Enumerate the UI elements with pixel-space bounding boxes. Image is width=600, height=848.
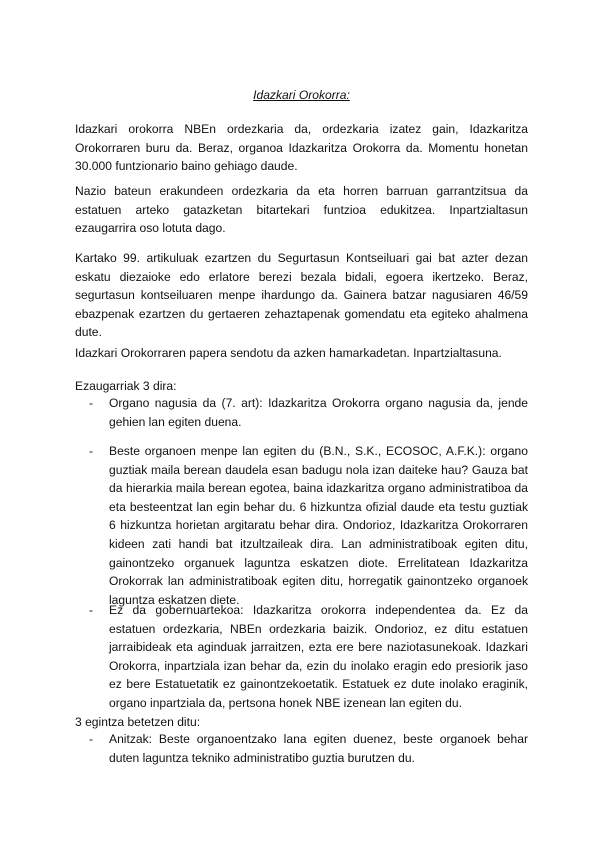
paragraph-kartako: Kartako 99. artikuluak ezartzen du Segurtasun Kontseiluari gai bat azter dezan eskatu diezaioke edo erlatore berezi bezala bidali, egoera ikertzeko. Beraz, segurtasun kontseiluaren menpe ihardungo da. Gainera batzar nagusiaren 46/59 ebazpenak ezartzen du gertaeren zehaztapenak gomendatu eta egiteko ahalmena dute. [75,251,528,340]
list-bullet: - [89,732,94,746]
list-bullet: - [89,444,94,458]
list-bullet: - [89,603,94,617]
list-item-text: Beste organoen menpe lan egiten du (B.N., S.K., ECOSOC, A.F.K.): organo guztiak maila berean daudela esan badugu nola izan daiteke hau? Gauza bat da hierarkia maila berean egotea, baina idazkaritza organo administratiboa da eta besteentzat lan egin behar du. 6 hizkuntza ofizial daude eta testu guztiak 6 hizkuntza horietan argitaratu behar dira. Ondorioz, Idazkaritza Orokorraren kideen zati handi bat itzultzaileak dira. Lan administratiboak egiten ditu, gainontzeko organuek laguntza eskatzen diote. Errelitatean Idazkaritza Orokorrak lan administratiboak egiten ditu, horregatik gainontzeko organoek laguntza eskatzen diete. [109,444,528,607]
paragraph-nazio: Nazio bateun erakundeen ordezkaria da eta horren barruan garrantzitsua da estatuen arteko gatazketan bitartekari funtzioa edukitzea. Inpartzialtasun ezaugarrira oso lotuta dago. [75,184,528,236]
list-item-feature [89,394,528,431]
list-item-function [89,730,528,767]
paragraph-intro: Idazkari orokorra NBEn ordezkaria da, ordezkaria izatez gain, Idazkaritza Orokorraren buru da. Beraz, organoa Idazkaritza Orokorra da. Momentu honetan 30.000 funtzionario baino gehiago daude. [75,122,528,174]
list-item-text: Anitzak: Beste organoentzako lana egiten duenez, beste organoek behar duten laguntza tekniko administratibo guztia burutzen du. [109,732,528,765]
paragraph-papera: Idazkari Orokorraren papera sendotu da azken hamarkadetan. Inpartzialtasuna. [75,346,502,360]
list-bullet: - [89,396,94,410]
list-item-text: Organo nagusia da (7. art): Idazkaritza Orokorra organo nagusia da, jende gehien lan egiten duena. [109,396,528,429]
list-item-text: Ez da gobernuartekoa: Idazkaritza orokorra independentea da. Ez da estatuen ordezkaria, NBEn ordezkaria baizik. Ondorioz, ez ditu estatuen jarraibideak eta aginduak jarraitzen, ezta ere bere naziotasunekoak. Idazkari Orokorra, inpartziala izan behar da, ezin du inolako eragin edo presiorik jaso ez bere Estatuetatik ez gainontzekoetatik. Estatuek ez dute inolako eraginik, organo inpartziala da, pertsona honek NBE izenean lan egiten du. [109,603,528,710]
list-item-feature [89,601,528,713]
document-title: Idazkari Orokorra: [253,88,350,102]
list-item-feature [89,442,528,609]
functions-heading: 3 egintza betetzen ditu: [75,715,201,729]
features-heading: Ezaugarriak 3 dira: [75,379,177,393]
